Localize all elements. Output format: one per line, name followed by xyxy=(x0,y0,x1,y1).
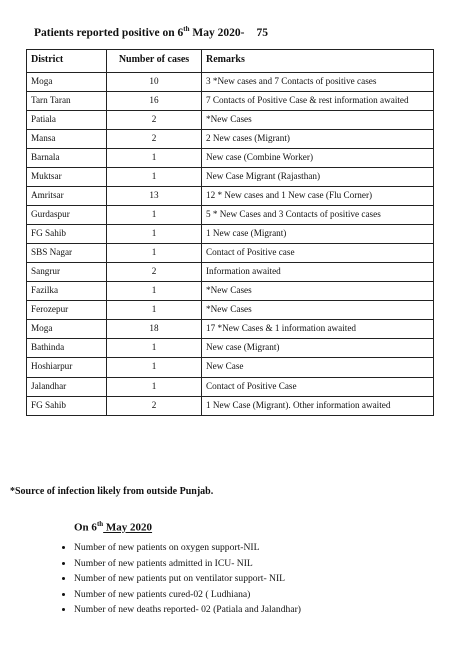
table-row xyxy=(27,377,434,396)
cell-remarks: 7 Contacts of Positive Case & rest information awaited xyxy=(202,92,434,111)
cell-district: FG Sahib xyxy=(27,225,107,244)
cell-district: Bathinda xyxy=(27,339,107,358)
cell-district: Moga xyxy=(27,73,107,92)
cell-remarks: 12 * New cases and 1 New case (Flu Corner) xyxy=(202,187,434,206)
cell-remarks: Contact of Positive case xyxy=(202,244,434,263)
table-row xyxy=(27,92,434,111)
table-row xyxy=(27,282,434,301)
cell-cases: 13 xyxy=(107,187,202,206)
cases-table xyxy=(26,49,434,416)
cell-district: Amritsar xyxy=(27,187,107,206)
column-header-district: District xyxy=(27,50,107,73)
summary-heading-date: May 2020 xyxy=(103,521,153,534)
cell-cases: 18 xyxy=(107,320,202,339)
cell-cases: 2 xyxy=(107,396,202,415)
cell-remarks: 3 *New cases and 7 Contacts of positive cases xyxy=(202,73,434,92)
cell-cases: 1 xyxy=(107,377,202,396)
cell-remarks: 5 * New Cases and 3 Contacts of positive cases xyxy=(202,206,434,225)
footnote: *Source of infection likely from outside Punjab. xyxy=(10,486,214,497)
cell-remarks: 1 New case (Migrant) xyxy=(202,225,434,244)
cell-cases: 1 xyxy=(107,168,202,187)
table-row xyxy=(27,339,434,358)
column-header-cases: Number of cases xyxy=(107,50,202,73)
table-row xyxy=(27,244,434,263)
title-text: Patients reported positive on 6 xyxy=(34,26,184,39)
list-item: • Number of new deaths reported- 02 (Patiala and Jalandhar) xyxy=(74,602,301,618)
cell-remarks: Information awaited xyxy=(202,263,434,282)
cell-cases: 1 xyxy=(107,244,202,263)
cell-district: Muktsar xyxy=(27,168,107,187)
cell-remarks: New case (Migrant) xyxy=(202,339,434,358)
page-title xyxy=(34,25,268,39)
cell-cases: 2 xyxy=(107,111,202,130)
cell-cases: 1 xyxy=(107,225,202,244)
summary-heading-suffix: th xyxy=(96,520,104,528)
list-item: • Number of new patients admitted in ICU- NIL xyxy=(74,556,301,572)
list-item: • Number of new patients cured-02 ( Ludhiana) xyxy=(74,587,301,603)
table-header-row xyxy=(27,50,434,73)
cell-cases: 2 xyxy=(107,130,202,149)
cell-district: Patiala xyxy=(27,111,107,130)
cell-cases: 1 xyxy=(107,301,202,320)
cell-remarks: *New Cases xyxy=(202,282,434,301)
cell-remarks: New Case xyxy=(202,358,434,377)
table-row xyxy=(27,301,434,320)
cell-cases: 10 xyxy=(107,73,202,92)
total-count: 75 xyxy=(256,26,268,39)
table-row xyxy=(27,206,434,225)
list-item: • Number of new patients on oxygen support-NIL xyxy=(74,540,301,556)
cell-district: Moga xyxy=(27,320,107,339)
cell-cases: 1 xyxy=(107,339,202,358)
cell-district: FG Sahib xyxy=(27,396,107,415)
table-row xyxy=(27,358,434,377)
cell-cases: 2 xyxy=(107,263,202,282)
table-row xyxy=(27,320,434,339)
column-header-remarks: Remarks xyxy=(202,50,434,73)
cell-remarks: *New Cases xyxy=(202,111,434,130)
cell-district: SBS Nagar xyxy=(27,244,107,263)
cell-cases: 1 xyxy=(107,282,202,301)
cell-cases: 1 xyxy=(107,358,202,377)
table-row xyxy=(27,149,434,168)
cell-district: Tarn Taran xyxy=(27,92,107,111)
table-row xyxy=(27,263,434,282)
summary-list xyxy=(56,540,301,618)
cell-district: Fazilka xyxy=(27,282,107,301)
cell-remarks: 17 *New Cases & 1 information awaited xyxy=(202,320,434,339)
table-row xyxy=(27,130,434,149)
title-date-rest: May 2020- xyxy=(189,26,245,39)
cell-remarks: Contact of Positive Case xyxy=(202,377,434,396)
table-row xyxy=(27,111,434,130)
table-row xyxy=(27,187,434,206)
cell-remarks: New Case Migrant (Rajasthan) xyxy=(202,168,434,187)
table-row xyxy=(27,73,434,92)
cell-remarks: *New Cases xyxy=(202,301,434,320)
summary-heading-text: On 6 xyxy=(74,521,97,534)
cell-remarks: 2 New cases (Migrant) xyxy=(202,130,434,149)
cell-cases: 1 xyxy=(107,149,202,168)
cell-cases: 1 xyxy=(107,206,202,225)
cell-district: Mansa xyxy=(27,130,107,149)
title-date-suffix: th xyxy=(183,25,190,33)
cell-district: Barnala xyxy=(27,149,107,168)
cell-cases: 16 xyxy=(107,92,202,111)
cell-district: Jalandhar xyxy=(27,377,107,396)
cell-district: Sangrur xyxy=(27,263,107,282)
table-row xyxy=(27,225,434,244)
table-row xyxy=(27,168,434,187)
cell-remarks: 1 New Case (Migrant). Other information awaited xyxy=(202,396,434,415)
cell-district: Hoshiarpur xyxy=(27,358,107,377)
table-row xyxy=(27,396,434,415)
cell-remarks: New case (Combine Worker) xyxy=(202,149,434,168)
cell-district: Ferozepur xyxy=(27,301,107,320)
summary-heading xyxy=(74,520,152,534)
cell-district: Gurdaspur xyxy=(27,206,107,225)
list-item: • Number of new patients put on ventilator support- NIL xyxy=(74,571,301,587)
